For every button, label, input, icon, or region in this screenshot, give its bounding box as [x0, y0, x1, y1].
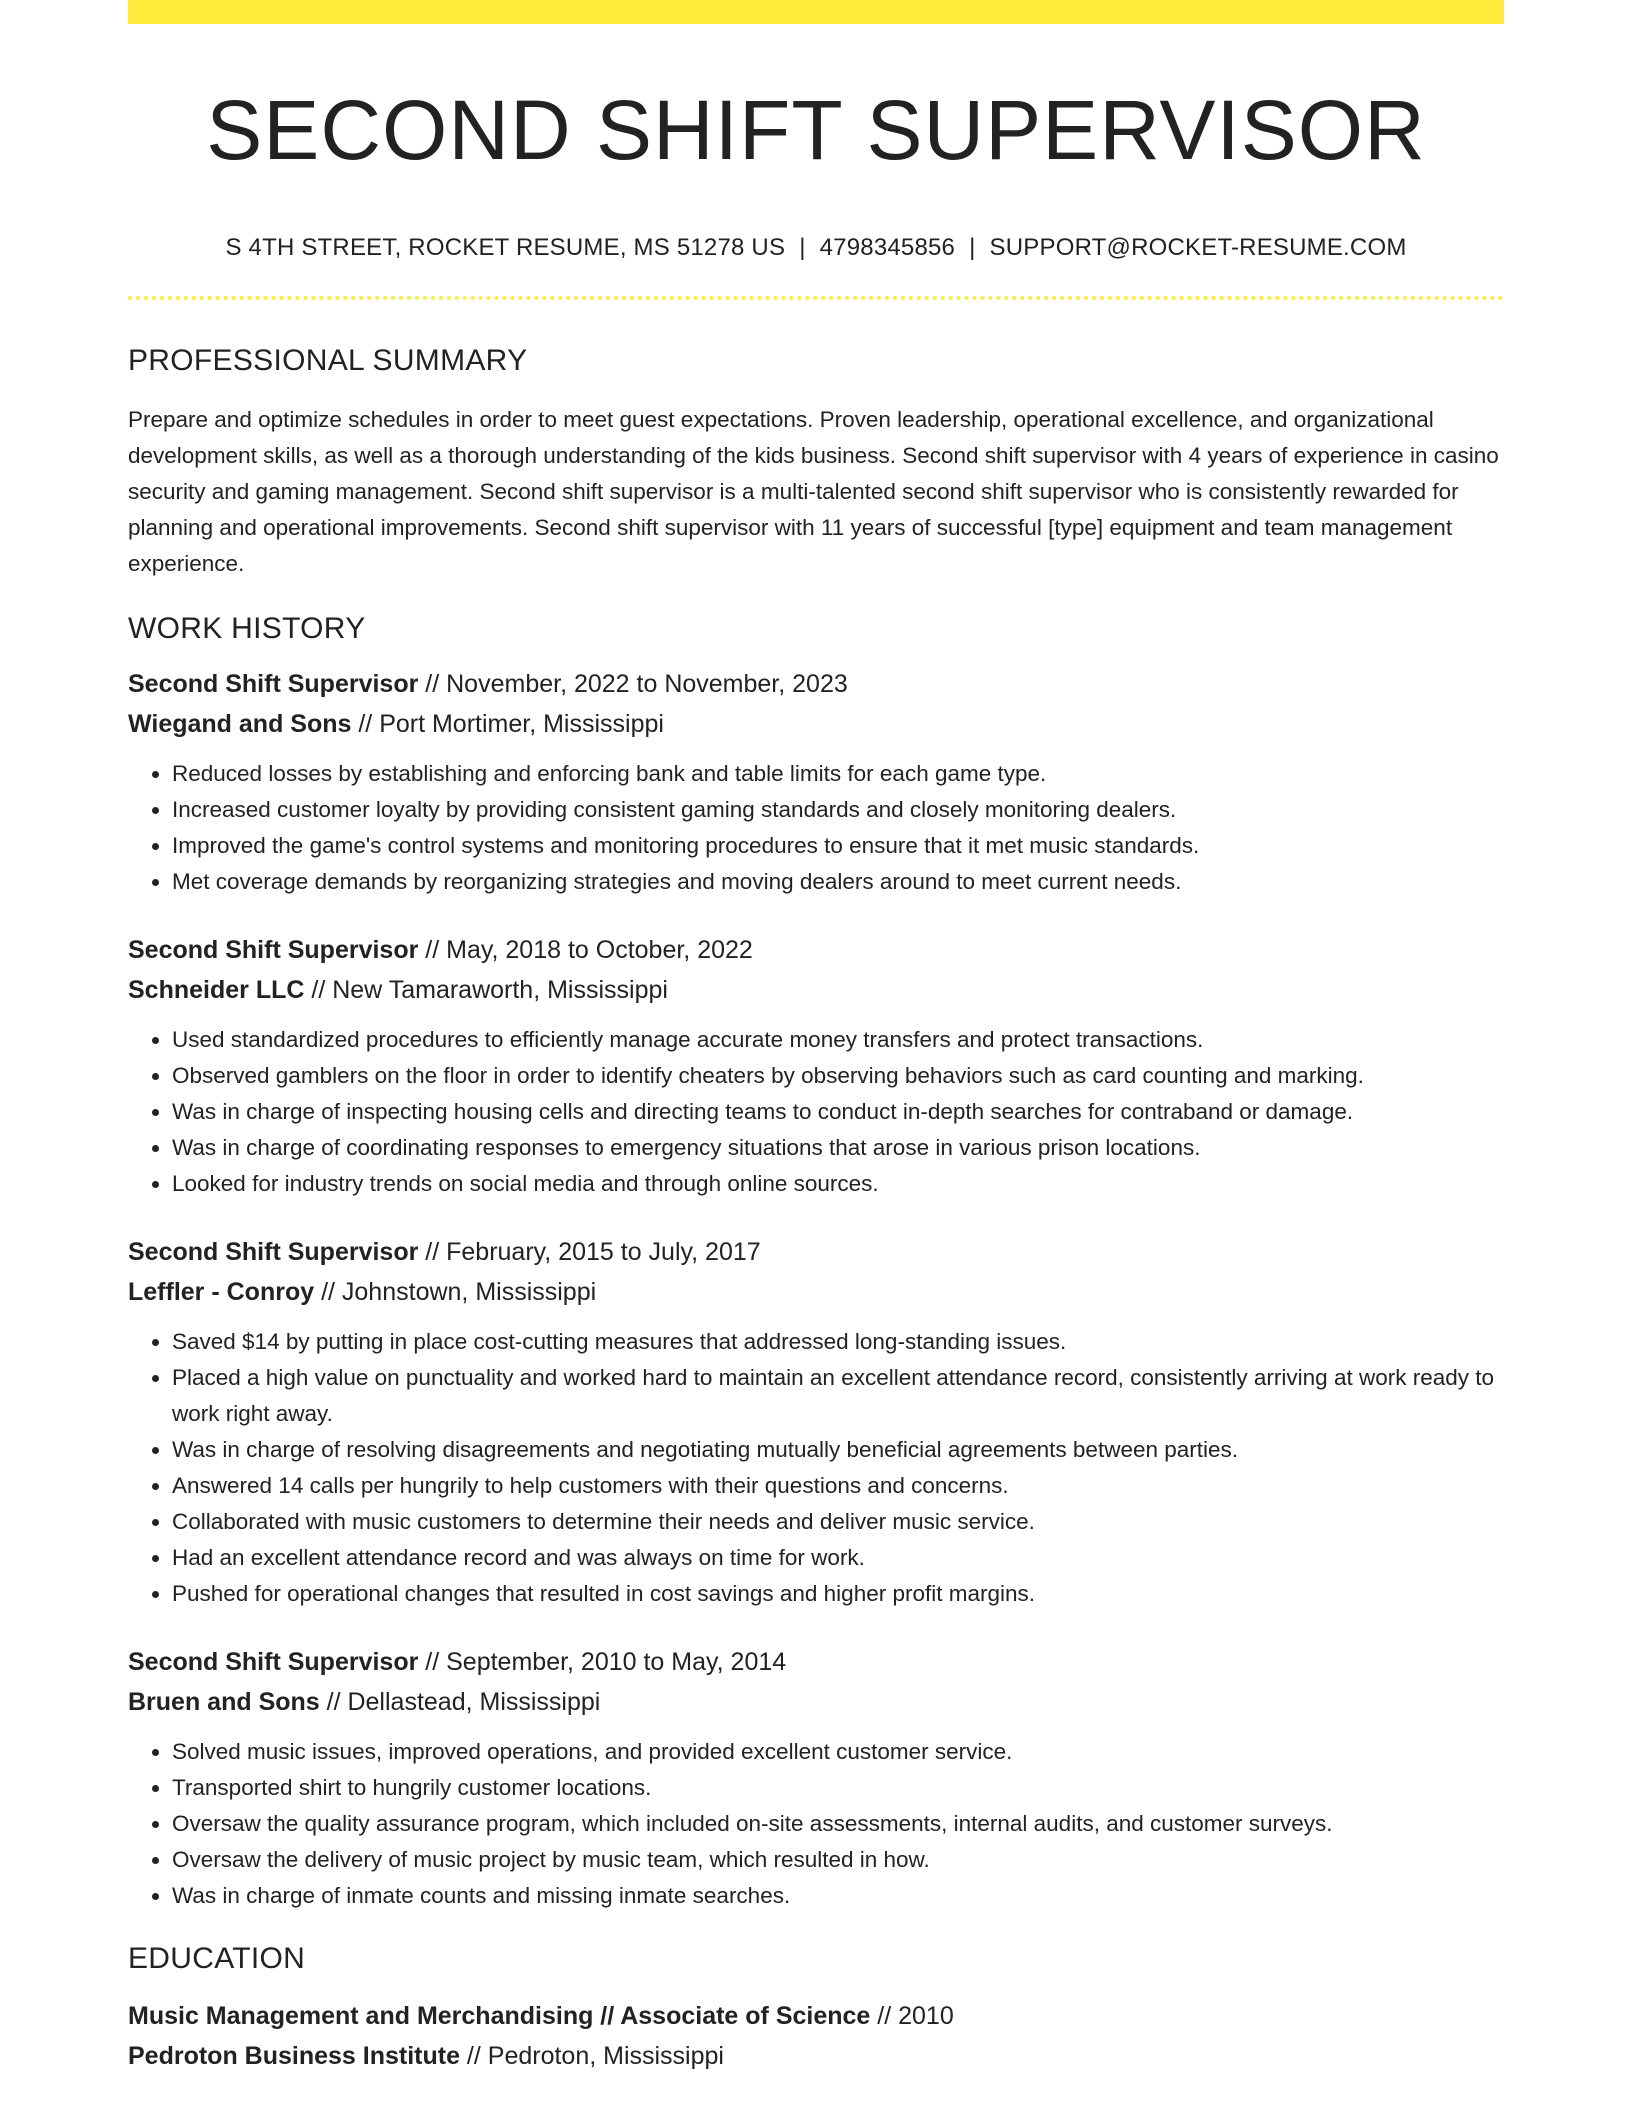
job-company: Leffler - Conroy: [128, 1278, 315, 1307]
job-role-line: [128, 1642, 1504, 1682]
education-school: Pedroton Business Institute: [128, 2042, 460, 2071]
education-degree: Music Management and Merchandising // Associate of Science: [128, 2002, 871, 2031]
contact-address: S 4TH STREET, ROCKET RESUME, MS 51278 US: [225, 234, 786, 262]
job-entry: [128, 1232, 1504, 1612]
job-entry: [128, 930, 1504, 1202]
job-role-line: [128, 930, 1504, 970]
section-title-education: EDUCATION: [128, 1942, 306, 1976]
summary-text: Prepare and optimize schedules in order to meet guest expectations. Proven leadership, operational excellence, and organizational development skills, as well as a thorough understanding of the kids business. Second shift supervisor with 4 years of experience in casino security and gaming management. Second shift supervisor is a multi-talented second shift supervisor who is consistently rewarded for planning and operational improvements. Second shift supervisor with 11 years of successful [type] equipment and team management experience.: [128, 407, 1499, 577]
bullet-item: • Had an excellent attendance record and was always on time for work.: [172, 1540, 1504, 1576]
job-role: Second Shift Supervisor: [128, 936, 419, 965]
job-company-line: [128, 1682, 1504, 1722]
job-location: // Port Mortimer, Mississippi: [351, 710, 664, 739]
education-location: // Pedroton, Mississippi: [459, 2042, 724, 2071]
bullet-item: • Pushed for operational changes that resulted in cost savings and higher profit margins.: [172, 1576, 1504, 1612]
bullet-item: • Placed a high value on punctuality and worked hard to maintain an excellent attendance record, consistently arriving at work ready to work right away.: [172, 1360, 1504, 1432]
bullet-item: • Solved music issues, improved operations, and provided excellent customer service.: [172, 1734, 1504, 1770]
job-entry: [128, 1642, 1504, 1914]
bullet-item: • Observed gamblers on the floor in order to identify cheaters by observing behaviors such as card counting and marking.: [172, 1058, 1504, 1094]
bullet-item: • Oversaw the quality assurance program, which included on-site assessments, internal audits, and customer surveys.: [172, 1806, 1504, 1842]
bullet-item: • Collaborated with music customers to determine their needs and deliver music service.: [172, 1504, 1504, 1540]
job-role-line: [128, 1232, 1504, 1272]
job-bullets: [128, 756, 1504, 900]
job-bullets: [128, 1324, 1504, 1612]
dotted-divider: [128, 296, 1504, 300]
job-role: Second Shift Supervisor: [128, 670, 419, 699]
job-location: // Johnstown, Mississippi: [314, 1278, 597, 1307]
contact-email: SUPPORT@ROCKET-RESUME.COM: [989, 234, 1407, 262]
bullet-item: • Looked for industry trends on social media and through online sources.: [172, 1166, 1504, 1202]
bullet-item: • Was in charge of coordinating responses to emergency situations that arose in various prison locations.: [172, 1130, 1504, 1166]
job-company-line: [128, 704, 1504, 744]
job-company: Wiegand and Sons: [128, 710, 352, 739]
bullet-item: • Met coverage demands by reorganizing strategies and moving dealers around to meet current needs.: [172, 864, 1504, 900]
job-bullets: [128, 1734, 1504, 1914]
job-company: Schneider LLC: [128, 976, 305, 1005]
bullet-item: • Was in charge of resolving disagreements and negotiating mutually beneficial agreements between parties.: [172, 1432, 1504, 1468]
contact-separator: |: [799, 234, 806, 262]
bullet-item: • Saved $14 by putting in place cost-cutting measures that addressed long-standing issues.: [172, 1324, 1504, 1360]
job-location: // Dellastead, Mississippi: [319, 1688, 601, 1717]
education-school-line: [128, 2036, 1504, 2076]
section-title-work-history: WORK HISTORY: [128, 612, 366, 646]
job-role: Second Shift Supervisor: [128, 1648, 419, 1677]
contact-phone: 4798345856: [819, 234, 956, 262]
accent-top-bar: [128, 0, 1504, 24]
job-bullets: [128, 1022, 1504, 1202]
bullet-item: • Answered 14 calls per hungrily to help customers with their questions and concerns.: [172, 1468, 1504, 1504]
contact-line: [128, 234, 1504, 262]
job-entry: [128, 664, 1504, 900]
job-company: Bruen and Sons: [128, 1688, 320, 1717]
resume-page: [128, 0, 1504, 2076]
education-year: // 2010: [870, 2002, 954, 2031]
job-role: Second Shift Supervisor: [128, 1238, 419, 1267]
bullet-item: • Oversaw the delivery of music project by music team, which resulted in how.: [172, 1842, 1504, 1878]
job-location: // New Tamaraworth, Mississippi: [304, 976, 668, 1005]
bullet-item: • Used standardized procedures to efficiently manage accurate money transfers and protect transactions.: [172, 1022, 1504, 1058]
bullet-item: • Reduced losses by establishing and enforcing bank and table limits for each game type.: [172, 756, 1504, 792]
bullet-item: • Was in charge of inspecting housing cells and directing teams to conduct in-depth searches for contraband or damage.: [172, 1094, 1504, 1130]
bullet-item: • Improved the game's control systems and monitoring procedures to ensure that it met music standards.: [172, 828, 1504, 864]
job-dates: // September, 2010 to May, 2014: [418, 1648, 787, 1677]
job-dates: // May, 2018 to October, 2022: [418, 936, 753, 965]
contact-separator: |: [969, 234, 976, 262]
bullet-item: • Was in charge of inmate counts and missing inmate searches.: [172, 1878, 1504, 1914]
job-dates: // November, 2022 to November, 2023: [418, 670, 848, 699]
job-dates: // February, 2015 to July, 2017: [418, 1238, 761, 1267]
resume-name: SECOND SHIFT SUPERVISOR: [206, 83, 1426, 177]
education-degree-line: [128, 1996, 1504, 2036]
job-company-line: [128, 970, 1504, 1010]
job-company-line: [128, 1272, 1504, 1312]
bullet-item: • Transported shirt to hungrily customer locations.: [172, 1770, 1504, 1806]
job-role-line: [128, 664, 1504, 704]
section-title-summary: PROFESSIONAL SUMMARY: [128, 344, 528, 378]
bullet-item: • Increased customer loyalty by providing consistent gaming standards and closely monitoring dealers.: [172, 792, 1504, 828]
education-entry: [128, 1996, 1504, 2076]
